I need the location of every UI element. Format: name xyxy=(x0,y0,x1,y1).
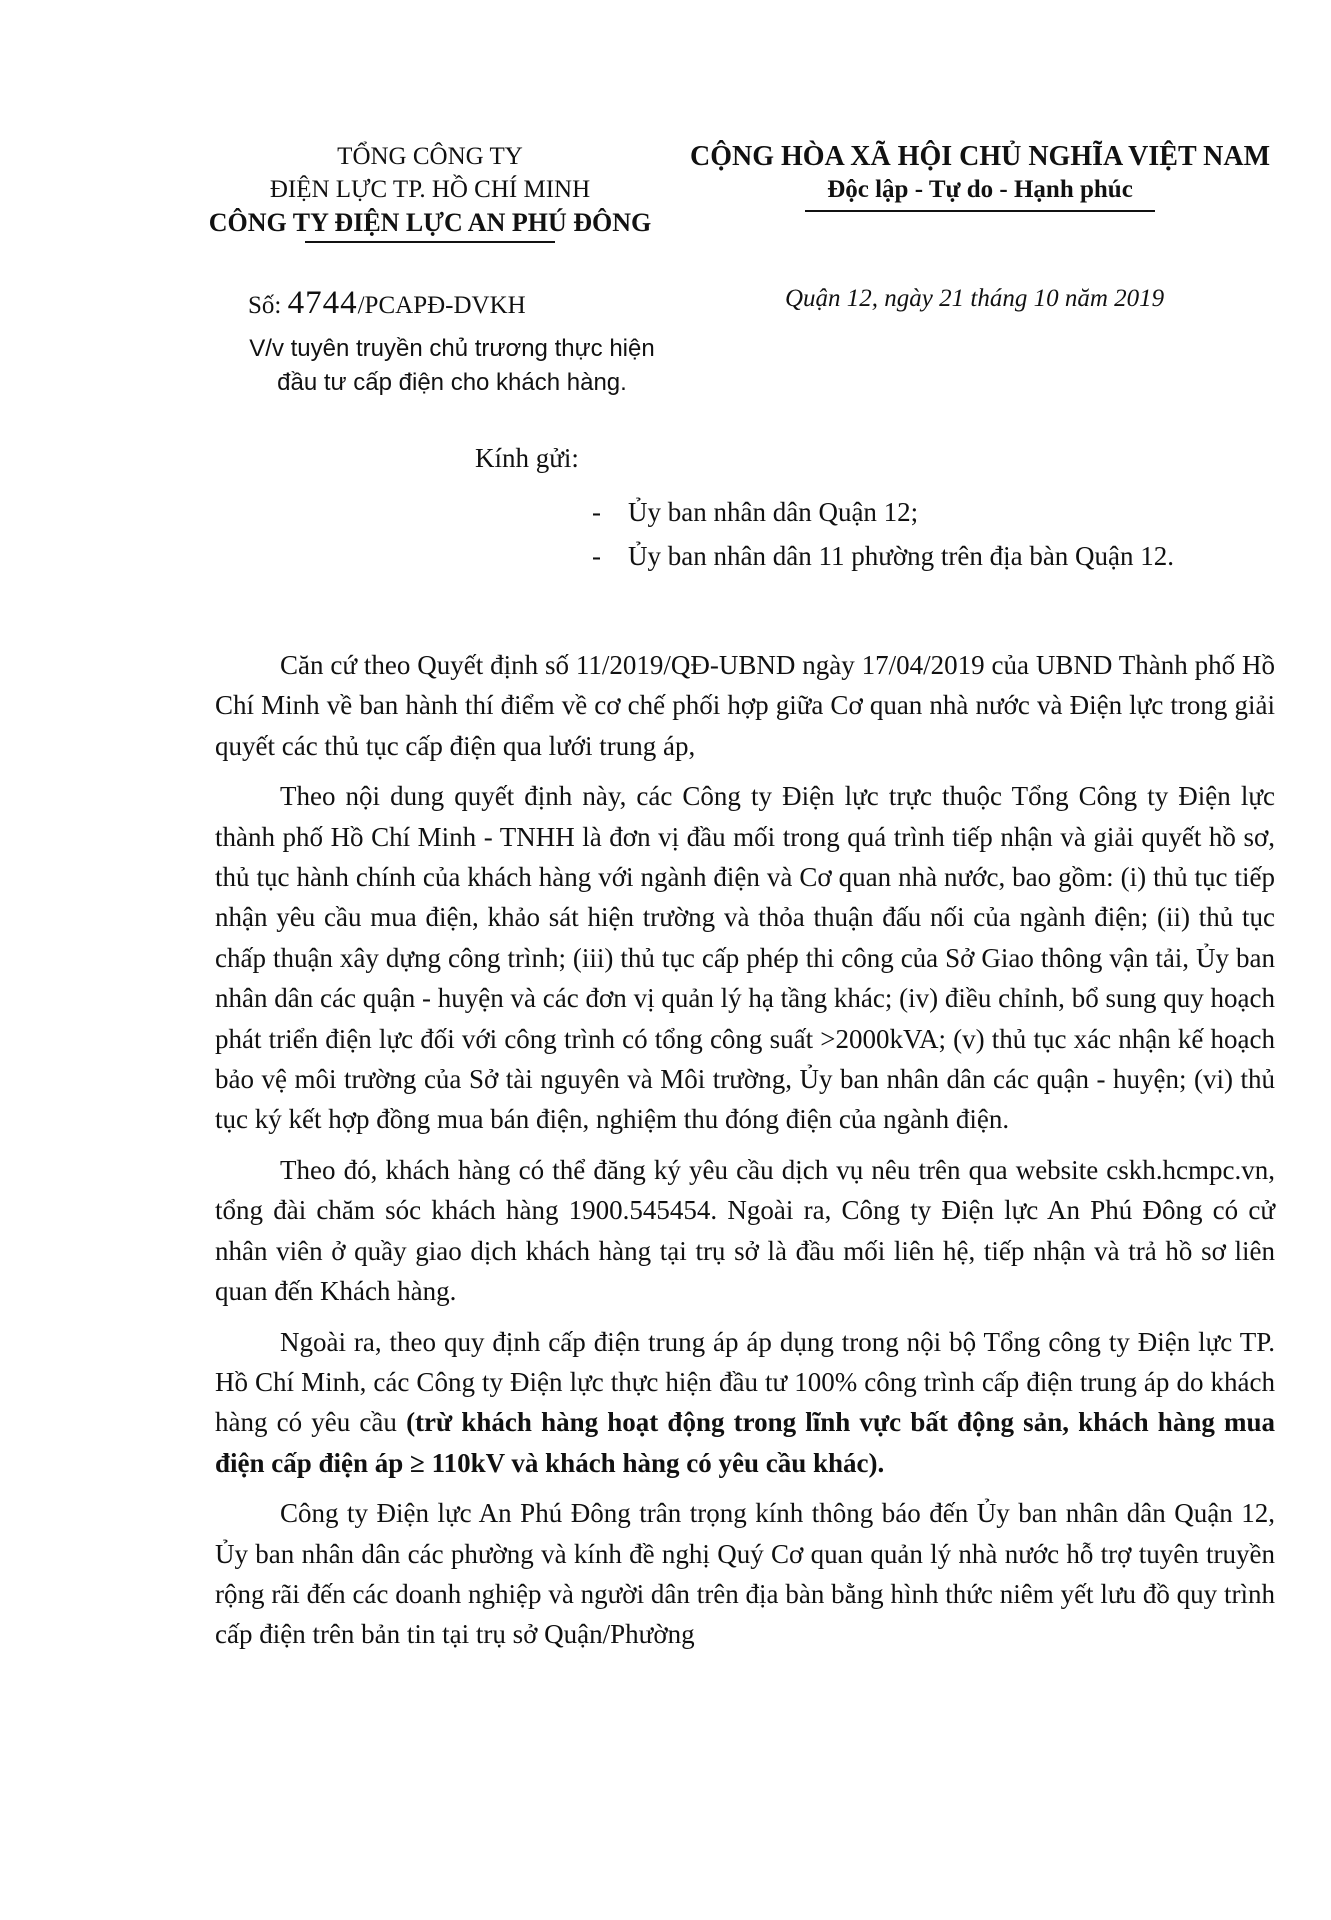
paragraph-registration-channels: Theo đó, khách hàng có thể đăng ký yêu cầu dịch vụ nêu trên qua website cskh.hcmpc.vn, tổng đài chăm sóc khách hàng 1900.545454. Ngoài ra, Công ty Điện lực An Phú Đông có cử nhân viên ở quầy giao dịch khách hàng tại trụ sở là đầu mối liên hệ, tiếp nhận và trả hồ sơ liên quan đến Khách hàng. xyxy=(215,1154,1275,1307)
doc-number-prefix: Số: xyxy=(248,292,282,319)
paragraph-legal-basis: Căn cứ theo Quyết định số 11/2019/QĐ-UBND ngày 17/04/2019 của UBND Thành phố Hồ Chí Minh về ban hành thí điểm về cơ chế phối hợp giữa Cơ quan nhà nước và Điện lực trong giải quyết các thủ tục cấp điện qua lưới trung áp, xyxy=(215,650,1275,761)
doc-number-value: 4744 xyxy=(287,285,358,321)
greeting: Kính gửi: xyxy=(475,443,579,473)
document-body xyxy=(215,645,1275,1665)
recipient-list xyxy=(592,490,1174,578)
paragraph-request: Công ty Điện lực An Phú Đông trân trọng kính thông báo đến Ủy ban nhân dân Quận 12, Ủy ban nhân dân các phường và kính đề nghị Quý Cơ quan quản lý nhà nước hỗ trợ tuyên truyền rộng rãi đến các doanh nghiệp và người dân trên địa bàn bằng hình thức niêm yết lưu đồ quy trình cấp điện trên bản tin tại trụ sở Quận/Phường xyxy=(215,1498,1275,1650)
recipient-item: - Ủy ban nhân dân Quận 12; xyxy=(592,490,1174,534)
recipient-item: - Ủy ban nhân dân 11 phường trên địa bàn Quận 12. xyxy=(592,534,1174,578)
issuer-parent: TỔNG CÔNG TY xyxy=(337,143,523,170)
doc-number-suffix: /PCAPĐ-DVKH xyxy=(357,292,526,319)
date-place: Quận 12, ngày 21 tháng 10 năm 2019 xyxy=(785,285,1165,312)
country-name: CỘNG HÒA XÃ HỘI CHỦ NGHĨA VIỆT NAM xyxy=(689,141,1271,172)
investment-policy-exceptions: (trừ khách hàng hoạt động trong lĩnh vực bất động sản, khách hàng mua điện cấp điện áp ≥ 110kV và khách hàng có yêu cầu khác). xyxy=(215,1407,1276,1478)
paragraph-decision-content: Theo nội dung quyết định này, các Công ty Điện lực trực thuộc Tổng Công ty Điện lực thành phố Hồ Chí Minh - TNHH là đơn vị đầu mối trong quá trình tiếp nhận và giải quyết hồ sơ, thủ tục hành chính của khách hàng với ngành điện và Cơ quan nhà nước, bao gồm: (i) thủ tục tiếp nhận yêu cầu mua điện, khảo sát hiện trường và thỏa thuận đấu nối của ngành điện; (ii) thủ tục chấp thuận xây dựng công trình; (iii) thủ tục cấp phép thi công của Sở Giao thông vận tải, Ủy ban nhân dân các quận - huyện và các đơn vị quản lý hạ tầng khác; (iv) điều chỉnh, bổ sung quy hoạch phát triển điện lực đối với công trình có tổng công suất >2000kVA; (v) thủ tục xác nhận kế hoạch bảo vệ môi trường của Sở tài nguyên và Môi trường, Ủy ban nhân dân các quận - huyện; (vi) thủ tục ký kết hợp đồng mua bán điện, nghiệm thu đóng điện của ngành điện. xyxy=(215,781,1275,1135)
subject-line-2: đầu tư cấp điện cho khách hàng. xyxy=(277,369,627,396)
national-motto: Độc lập - Tự do - Hạnh phúc xyxy=(827,176,1133,203)
issuer-name: CÔNG TY ĐIỆN LỰC AN PHÚ ĐÔNG xyxy=(208,208,652,237)
issuer-parent-city: ĐIỆN LỰC TP. HỒ CHÍ MINH xyxy=(269,176,591,203)
subject-line-1: V/v tuyên truyền chủ trương thực hiện xyxy=(249,335,655,362)
motto-underline xyxy=(805,210,1155,212)
subject-block xyxy=(222,332,682,400)
document-number xyxy=(248,285,526,322)
paragraph-investment-policy xyxy=(215,1322,1275,1484)
issuer-block xyxy=(180,140,680,243)
investment-policy-text: Ngoài ra, theo quy định cấp điện trung áp áp dụng trong nội bộ Tổng công ty Điện lực TP. Hồ Chí Minh, các Công ty Điện lực thực hiện đầu tư 100% công trình cấp điện trung áp do khách hàng có yêu cầu xyxy=(215,1326,1275,1438)
national-motto-block xyxy=(680,140,1280,212)
issuer-underline xyxy=(305,241,555,243)
